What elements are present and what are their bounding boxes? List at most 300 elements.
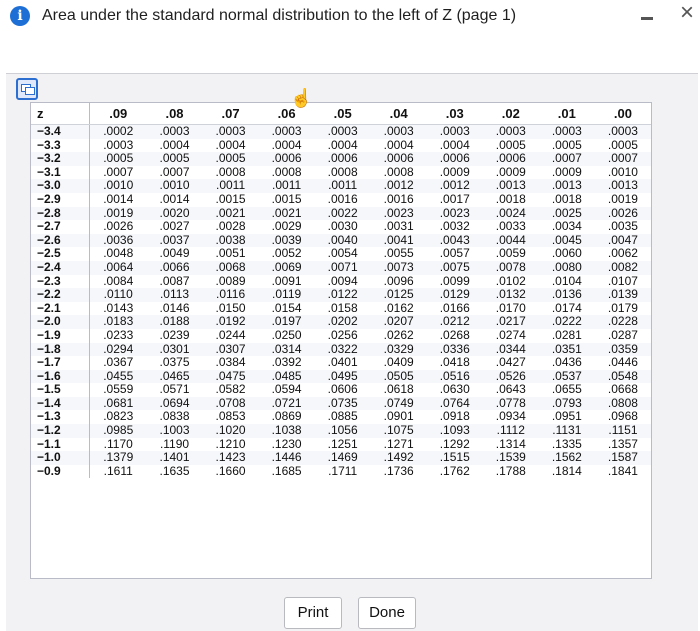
probability-cell: .0618 <box>383 382 414 397</box>
probability-cell: .0012 <box>371 179 427 193</box>
probability-cell: .0418 <box>439 355 470 370</box>
table-row <box>31 370 651 384</box>
probability-cell: .0239 <box>159 327 190 342</box>
probability-cell: .1762 <box>439 463 470 478</box>
probability-cell: .0985 <box>90 424 147 438</box>
probability-cell: .0129 <box>427 288 483 302</box>
probability-cell: .1814 <box>551 463 582 478</box>
probability-cell: .0062 <box>607 246 638 261</box>
probability-cell: .0146 <box>159 300 190 315</box>
z-value-cell: −1.6 <box>31 370 90 384</box>
probability-cell: .0143 <box>103 300 134 315</box>
probability-cell: .0018 <box>495 191 526 206</box>
probability-cell: .0015 <box>215 191 246 206</box>
probability-cell: .0044 <box>483 234 539 248</box>
probability-cell: .1230 <box>271 436 302 451</box>
minimize-icon[interactable] <box>641 17 653 20</box>
column-header: .06 <box>259 103 315 125</box>
probability-cell: .0013 <box>539 179 595 193</box>
probability-cell: .0094 <box>327 273 358 288</box>
z-value-cell: −2.4 <box>31 261 90 275</box>
probability-cell: .1003 <box>146 424 202 438</box>
probability-cell: .0668 <box>607 382 638 397</box>
probability-cell: .0011 <box>203 179 259 193</box>
z-value-cell: −1.8 <box>31 343 90 357</box>
probability-cell: .0007 <box>159 164 190 179</box>
probability-cell: .0838 <box>159 409 190 424</box>
probability-cell: .0011 <box>259 179 315 193</box>
probability-cell: .1151 <box>595 424 651 438</box>
probability-cell: .0017 <box>439 191 470 206</box>
probability-cell: .1190 <box>159 436 190 451</box>
probability-cell: .0008 <box>327 164 358 179</box>
probability-cell: .0250 <box>271 327 302 342</box>
probability-cell: .0069 <box>259 261 315 275</box>
table-row <box>31 329 651 343</box>
z-value-cell: −3.2 <box>31 152 90 166</box>
probability-cell: .0025 <box>539 207 595 221</box>
probability-cell: .0630 <box>439 382 470 397</box>
probability-cell: .0274 <box>495 327 526 342</box>
probability-cell: .0029 <box>271 219 302 234</box>
probability-cell: .0951 <box>551 409 582 424</box>
table-row <box>31 275 651 289</box>
z-value-cell: −3.4 <box>31 125 90 139</box>
probability-cell: .0020 <box>146 207 202 221</box>
probability-cell: .0014 <box>159 191 190 206</box>
probability-cell: .0003 <box>315 125 371 139</box>
close-icon[interactable]: × <box>680 0 695 26</box>
probability-cell: .0031 <box>383 219 414 234</box>
table-row <box>31 193 651 207</box>
probability-cell: .0003 <box>595 125 651 139</box>
probability-cell: .0548 <box>595 370 651 384</box>
probability-cell: .0808 <box>595 397 651 411</box>
probability-cell: .0007 <box>595 152 651 166</box>
probability-cell: .0066 <box>146 261 202 275</box>
table-row <box>31 397 651 411</box>
window-title: Area under the standard normal distribution to the left of Z (page 1) <box>42 7 517 24</box>
probability-cell: .0048 <box>103 246 134 261</box>
probability-cell: .0014 <box>103 191 134 206</box>
probability-cell: .0006 <box>483 152 539 166</box>
probability-cell: .0721 <box>259 397 315 411</box>
print-button[interactable]: Print <box>284 597 342 629</box>
probability-cell: .0559 <box>103 382 134 397</box>
table-row <box>31 356 651 370</box>
probability-cell: .0005 <box>551 137 582 152</box>
probability-cell: .0019 <box>90 207 147 221</box>
probability-cell: .0078 <box>483 261 539 275</box>
probability-cell: .1314 <box>495 436 526 451</box>
probability-cell: .0047 <box>595 234 651 248</box>
probability-cell: .0505 <box>371 370 427 384</box>
probability-cell: .0188 <box>146 315 202 329</box>
probability-cell: .0005 <box>495 137 526 152</box>
probability-cell: .0116 <box>203 288 259 302</box>
probability-cell: .0015 <box>271 191 302 206</box>
probability-cell: .0010 <box>90 179 147 193</box>
probability-cell: .0004 <box>327 137 358 152</box>
probability-cell: .0322 <box>315 343 371 357</box>
probability-cell: .0409 <box>383 355 414 370</box>
probability-cell: .0073 <box>371 261 427 275</box>
probability-cell: .0294 <box>90 343 147 357</box>
probability-cell: .0084 <box>103 273 134 288</box>
probability-cell: .0041 <box>371 234 427 248</box>
probability-cell: .0764 <box>427 397 483 411</box>
probability-cell: .0012 <box>427 179 483 193</box>
z-value-cell: −1.0 <box>31 451 90 465</box>
probability-cell: .0681 <box>90 397 147 411</box>
table-row <box>31 302 651 316</box>
probability-cell: .0080 <box>539 261 595 275</box>
probability-cell: .0113 <box>146 288 202 302</box>
probability-cell: .1446 <box>259 451 315 465</box>
z-table-container[interactable] <box>30 102 652 579</box>
probability-cell: .0139 <box>595 288 651 302</box>
z-value-cell: −2.8 <box>31 207 90 221</box>
probability-cell: .0869 <box>271 409 302 424</box>
probability-cell: .0110 <box>90 288 147 302</box>
probability-cell: .0170 <box>495 300 526 315</box>
probability-cell: .0256 <box>327 327 358 342</box>
probability-cell: .1292 <box>439 436 470 451</box>
probability-cell: .0268 <box>439 327 470 342</box>
probability-cell: .0002 <box>90 125 147 139</box>
probability-cell: .0011 <box>315 179 371 193</box>
z-value-cell: −2.9 <box>31 193 90 207</box>
column-header: .01 <box>539 103 595 125</box>
probability-cell: .0262 <box>383 327 414 342</box>
probability-cell: .0162 <box>383 300 414 315</box>
probability-cell: .0655 <box>551 382 582 397</box>
probability-cell: .0009 <box>439 164 470 179</box>
probability-cell: .1075 <box>371 424 427 438</box>
probability-cell: .0301 <box>146 343 202 357</box>
probability-cell: .0384 <box>215 355 246 370</box>
probability-cell: .0051 <box>215 246 246 261</box>
z-table <box>31 103 651 478</box>
done-button[interactable]: Done <box>358 597 416 629</box>
probability-cell: .0708 <box>203 397 259 411</box>
probability-cell: .0192 <box>203 315 259 329</box>
probability-cell: .0055 <box>383 246 414 261</box>
probability-cell: .0174 <box>551 300 582 315</box>
z-value-cell: −1.4 <box>31 397 90 411</box>
probability-cell: .1093 <box>427 424 483 438</box>
probability-cell: .0427 <box>495 355 526 370</box>
z-value-cell: −1.2 <box>31 424 90 438</box>
probability-cell: .1357 <box>607 436 638 451</box>
probability-cell: .0003 <box>203 125 259 139</box>
probability-cell: .0244 <box>215 327 246 342</box>
probability-cell: .0885 <box>327 409 358 424</box>
probability-cell: .0853 <box>215 409 246 424</box>
window-titlebar <box>0 0 700 46</box>
probability-cell: .0033 <box>495 219 526 234</box>
probability-cell: .0495 <box>315 370 371 384</box>
probability-cell: .0089 <box>215 273 246 288</box>
probability-cell: .0021 <box>203 207 259 221</box>
probability-cell: .1038 <box>259 424 315 438</box>
probability-cell: .1685 <box>271 463 302 478</box>
probability-cell: .0150 <box>215 300 246 315</box>
probability-cell: .0075 <box>427 261 483 275</box>
probability-cell: .0287 <box>607 327 638 342</box>
table-row <box>31 438 651 452</box>
probability-cell: .0026 <box>595 207 651 221</box>
probability-cell: .0008 <box>383 164 414 179</box>
probability-cell: .0039 <box>259 234 315 248</box>
table-panel <box>6 73 698 631</box>
probability-cell: .1611 <box>103 463 133 478</box>
probability-cell: .0008 <box>215 164 246 179</box>
probability-cell: .0749 <box>371 397 427 411</box>
probability-cell: .0099 <box>439 273 470 288</box>
table-row <box>31 166 651 180</box>
column-header: .09 <box>90 103 147 125</box>
z-value-cell: −2.7 <box>31 220 90 234</box>
probability-cell: .0359 <box>595 343 651 357</box>
probability-cell: .0158 <box>327 300 358 315</box>
probability-cell: .0087 <box>159 273 190 288</box>
probability-cell: .0122 <box>315 288 371 302</box>
probability-cell: .0351 <box>539 343 595 357</box>
probability-cell: .0207 <box>371 315 427 329</box>
probability-cell: .0038 <box>203 234 259 248</box>
copy-icon[interactable] <box>16 78 38 100</box>
column-header: .05 <box>315 103 371 125</box>
probability-cell: .1587 <box>595 451 651 465</box>
table-row <box>31 383 651 397</box>
probability-cell: .0035 <box>607 219 638 234</box>
probability-cell: .0071 <box>315 261 371 275</box>
z-value-cell: −2.6 <box>31 234 90 248</box>
probability-cell: .0107 <box>607 273 638 288</box>
probability-cell: .0034 <box>551 219 582 234</box>
table-body <box>31 125 651 479</box>
probability-cell: .1515 <box>427 451 483 465</box>
probability-cell: .0004 <box>383 137 414 152</box>
probability-cell: .0005 <box>146 152 202 166</box>
table-row <box>31 315 651 329</box>
probability-cell: .0571 <box>159 382 190 397</box>
info-icon: i <box>10 6 30 26</box>
probability-cell: .0778 <box>483 397 539 411</box>
hand-cursor-icon: ☝ <box>290 88 313 108</box>
probability-cell: .1379 <box>90 451 147 465</box>
probability-cell: .1401 <box>146 451 202 465</box>
table-row <box>31 261 651 275</box>
probability-cell: .0006 <box>259 152 315 166</box>
probability-cell: .0009 <box>495 164 526 179</box>
probability-cell: .0485 <box>259 370 315 384</box>
probability-cell: .1539 <box>483 451 539 465</box>
probability-cell: .0202 <box>315 315 371 329</box>
probability-cell: .0045 <box>539 234 595 248</box>
probability-cell: .0475 <box>203 370 259 384</box>
probability-cell: .0465 <box>146 370 202 384</box>
probability-cell: .0336 <box>427 343 483 357</box>
probability-cell: .0010 <box>146 179 202 193</box>
probability-cell: .0022 <box>315 207 371 221</box>
probability-cell: .0233 <box>103 327 134 342</box>
probability-cell: .0082 <box>595 261 651 275</box>
probability-cell: .0329 <box>371 343 427 357</box>
probability-cell: .0096 <box>383 273 414 288</box>
probability-cell: .1736 <box>383 463 414 478</box>
probability-cell: .1210 <box>215 436 246 451</box>
probability-cell: .0132 <box>483 288 539 302</box>
probability-cell: .0018 <box>551 191 582 206</box>
probability-cell: .0003 <box>427 125 483 139</box>
probability-cell: .0968 <box>607 409 638 424</box>
z-value-cell: −1.7 <box>31 356 90 370</box>
probability-cell: .0010 <box>607 164 638 179</box>
z-value-cell: −1.5 <box>31 383 90 397</box>
table-row <box>31 125 651 139</box>
probability-cell: .0004 <box>215 137 246 152</box>
probability-cell: .0019 <box>607 191 638 206</box>
probability-cell: .0179 <box>607 300 638 315</box>
z-column-header: z <box>31 103 90 125</box>
probability-cell: .0005 <box>90 152 147 166</box>
probability-cell: .0582 <box>215 382 246 397</box>
probability-cell: .0901 <box>383 409 414 424</box>
probability-cell: .0594 <box>271 382 302 397</box>
table-row <box>31 179 651 193</box>
table-row <box>31 234 651 248</box>
z-value-cell: −2.2 <box>31 288 90 302</box>
probability-cell: .0037 <box>146 234 202 248</box>
probability-cell: .0197 <box>259 315 315 329</box>
z-value-cell: −1.9 <box>31 329 90 343</box>
probability-cell: .1020 <box>203 424 259 438</box>
probability-cell: .0008 <box>271 164 302 179</box>
table-row <box>31 247 651 261</box>
probability-cell: .0016 <box>383 191 414 206</box>
table-row <box>31 343 651 357</box>
probability-cell: .0516 <box>427 370 483 384</box>
probability-cell: .0446 <box>607 355 638 370</box>
probability-cell: .0119 <box>259 288 315 302</box>
probability-cell: .0036 <box>90 234 147 248</box>
probability-cell: .0028 <box>215 219 246 234</box>
probability-cell: .0004 <box>159 137 190 152</box>
probability-cell: .1469 <box>315 451 371 465</box>
column-header: .04 <box>371 103 427 125</box>
probability-cell: .0003 <box>259 125 315 139</box>
probability-cell: .0007 <box>539 152 595 166</box>
probability-cell: .0003 <box>483 125 539 139</box>
table-row <box>31 288 651 302</box>
probability-cell: .1170 <box>103 436 133 451</box>
probability-cell: .0091 <box>271 273 302 288</box>
probability-cell: .0222 <box>539 315 595 329</box>
probability-cell: .0057 <box>439 246 470 261</box>
probability-cell: .0526 <box>483 370 539 384</box>
probability-cell: .0030 <box>327 219 358 234</box>
probability-cell: .0166 <box>439 300 470 315</box>
probability-cell: .0003 <box>539 125 595 139</box>
probability-cell: .0026 <box>103 219 134 234</box>
probability-cell: .1271 <box>383 436 414 451</box>
z-value-cell: −0.9 <box>31 465 90 479</box>
probability-cell: .0183 <box>90 315 147 329</box>
probability-cell: .0032 <box>439 219 470 234</box>
probability-cell: .0059 <box>495 246 526 261</box>
probability-cell: .0217 <box>483 315 539 329</box>
probability-cell: .0793 <box>539 397 595 411</box>
probability-cell: .1562 <box>539 451 595 465</box>
probability-cell: .0436 <box>551 355 582 370</box>
probability-cell: .1788 <box>495 463 526 478</box>
table-row <box>31 152 651 166</box>
probability-cell: .1492 <box>371 451 427 465</box>
probability-cell: .0003 <box>146 125 202 139</box>
probability-cell: .0228 <box>595 315 651 329</box>
probability-cell: .0154 <box>271 300 302 315</box>
probability-cell: .0052 <box>271 246 302 261</box>
probability-cell: .0606 <box>327 382 358 397</box>
probability-cell: .0007 <box>103 164 134 179</box>
z-value-cell: −3.0 <box>31 179 90 193</box>
z-value-cell: −2.1 <box>31 302 90 316</box>
z-value-cell: −2.3 <box>31 275 90 289</box>
table-row <box>31 451 651 465</box>
probability-cell: .0102 <box>495 273 526 288</box>
probability-cell: .0024 <box>483 207 539 221</box>
probability-cell: .0823 <box>103 409 134 424</box>
probability-cell: .0043 <box>427 234 483 248</box>
probability-cell: .1635 <box>159 463 190 478</box>
probability-cell: .0694 <box>146 397 202 411</box>
probability-cell: .0125 <box>371 288 427 302</box>
probability-cell: .0006 <box>371 152 427 166</box>
probability-cell: .0009 <box>551 164 582 179</box>
column-header: .02 <box>483 103 539 125</box>
probability-cell: .0401 <box>327 355 358 370</box>
probability-cell: .0023 <box>427 207 483 221</box>
probability-cell: .0016 <box>327 191 358 206</box>
z-value-cell: −1.1 <box>31 438 90 452</box>
probability-cell: .0013 <box>595 179 651 193</box>
probability-cell: .0307 <box>203 343 259 357</box>
probability-cell: .0003 <box>103 137 134 152</box>
probability-cell: .0314 <box>259 343 315 357</box>
probability-cell: .1251 <box>327 436 358 451</box>
probability-cell: .1335 <box>551 436 582 451</box>
probability-cell: .0212 <box>427 315 483 329</box>
table-row <box>31 424 651 438</box>
probability-cell: .1112 <box>483 424 539 438</box>
z-value-cell: −2.0 <box>31 315 90 329</box>
probability-cell: .0934 <box>495 409 526 424</box>
probability-cell: .0060 <box>551 246 582 261</box>
probability-cell: .0054 <box>327 246 358 261</box>
probability-cell: .0040 <box>315 234 371 248</box>
probability-cell: .0104 <box>551 273 582 288</box>
probability-cell: .0643 <box>495 382 526 397</box>
probability-cell: .0064 <box>90 261 147 275</box>
probability-cell: .0004 <box>271 137 302 152</box>
table-row <box>31 207 651 221</box>
probability-cell: .0003 <box>371 125 427 139</box>
probability-cell: .1056 <box>315 424 371 438</box>
column-header: .00 <box>595 103 651 125</box>
probability-cell: .0013 <box>483 179 539 193</box>
